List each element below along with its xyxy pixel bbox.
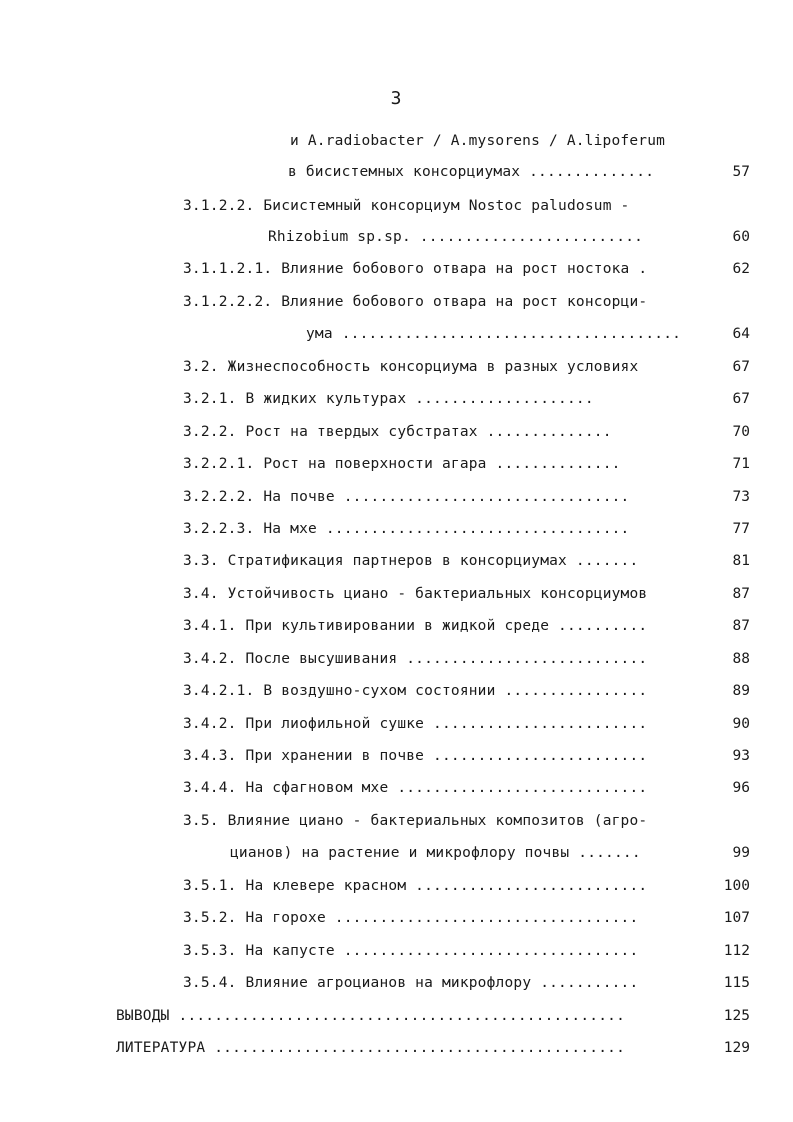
toc-entry (116, 1037, 683, 1059)
toc-entry (183, 518, 683, 540)
toc-entry (183, 388, 683, 410)
toc-entry-page: 64 (732, 326, 750, 342)
toc-entry-text: 3.5.4. Влияние агроцианов на микрофлору ........... (183, 975, 639, 991)
toc-entry-text: 3.2.1. В жидких культурах .................... (183, 391, 594, 407)
toc-entry-page: 70 (732, 424, 750, 440)
toc-entry (183, 777, 683, 799)
toc-entry (183, 550, 683, 572)
toc-entry-text: ВЫВОДЫ .................................................. (116, 1008, 625, 1024)
toc-entry-text: 3.1.1.2.1. Влияние бобового отвара на рост ностока . (183, 261, 648, 277)
toc-entry (183, 810, 688, 832)
toc-entry-text: 3.5.2. На горохе .................................. (183, 910, 639, 926)
toc-entry-text: 3.2.2.2. На почве ................................ (183, 489, 630, 505)
toc-entry-text: 3.4.1. При культивировании в жидкой среде .......... (183, 618, 648, 634)
toc-entry-text: 3.4.3. При хранении в почве ........................ (183, 748, 648, 764)
toc-entry (183, 648, 683, 670)
toc-entry-text: 3.3. Стратификация партнеров в консорциумах ....... (183, 553, 639, 569)
toc-entry-page: 88 (732, 651, 750, 667)
toc-entry (183, 421, 683, 443)
toc-entry (183, 258, 686, 280)
toc-entry-text: 3.4.2.1. В воздушно-сухом состоянии ................ (183, 683, 648, 699)
toc-entry (116, 1005, 683, 1027)
toc-entry-text: 3.1.2.2. Бисистемный консорциум Nostoc paludosum - (183, 198, 630, 214)
toc-entry (230, 842, 683, 864)
toc-entry (183, 907, 683, 929)
toc-entry (183, 291, 693, 313)
toc-entry-page: 77 (732, 521, 750, 537)
toc-entry-text: ЛИТЕРАТУРА .............................................. (116, 1040, 625, 1056)
toc-entry-page: 89 (732, 683, 750, 699)
toc-entry-page: 96 (732, 780, 750, 796)
toc-entry (183, 453, 683, 475)
toc-entry (183, 486, 683, 508)
toc-entry-text: 3.4.2. После высушивания ........................... (183, 651, 648, 667)
toc-entry (183, 615, 683, 637)
toc-entry-text: 3.4.2. При лиофильной сушке ........................ (183, 716, 648, 732)
toc-entry-text: 3.5.3. На капусте ................................. (183, 943, 639, 959)
toc-entry-page: 99 (732, 845, 750, 861)
toc-entry (306, 323, 683, 345)
toc-entry (183, 940, 683, 962)
toc-entry-text: и A.radiobacter / A.mysorens / A.lipoferum (290, 133, 666, 149)
toc-entry-page: 93 (732, 748, 750, 764)
toc-entry (288, 161, 683, 183)
toc-entry-text: Rhizobium sp.sp. ......................... (268, 229, 644, 245)
toc-entry (183, 972, 683, 994)
toc-entry-page: 67 (732, 359, 750, 375)
toc-entry-text: 3.5. Влияние циано - бактериальных композитов (агро- (183, 813, 648, 829)
toc-entry-page: 60 (732, 229, 750, 245)
toc-entry (183, 195, 698, 217)
toc-entry (183, 875, 683, 897)
toc-entry-page: 125 (723, 1008, 750, 1024)
toc-entry-page: 90 (732, 716, 750, 732)
toc-entry-page: 115 (723, 975, 750, 991)
toc-entry-text: 3.4. Устойчивость циано - бактериальных консорциумов (183, 586, 648, 602)
toc-entry-text: в бисистемных консорциумах .............. (288, 164, 655, 180)
toc-entry-page: 73 (732, 489, 750, 505)
toc-entry-page: 62 (732, 261, 750, 277)
toc-entry-page: 87 (732, 586, 750, 602)
toc-entry-text: 3.5.1. На клевере красном .......................... (183, 878, 648, 894)
toc-entry (183, 356, 683, 378)
page-number: 3 (390, 88, 403, 109)
toc-entry (290, 130, 695, 152)
toc-entry (183, 583, 683, 605)
toc-entry (183, 745, 683, 767)
toc-entry-text: 3.2.2. Рост на твердых субстратах .............. (183, 424, 612, 440)
toc-entry-text: 3.4.4. На сфагновом мхе ............................ (183, 780, 648, 796)
toc-entry-page: 67 (732, 391, 750, 407)
toc-entry-text: 3.1.2.2.2. Влияние бобового отвара на рост консорци- (183, 294, 648, 310)
toc-entry-page: 57 (732, 164, 750, 180)
toc-entry-page: 100 (723, 878, 750, 894)
toc-entry-page: 87 (732, 618, 750, 634)
toc-entry-page: 71 (732, 456, 750, 472)
toc-entry-text: 3.2.2.1. Рост на поверхности агара .............. (183, 456, 621, 472)
toc-entry-page: 129 (723, 1040, 750, 1056)
toc-entry-text: ума ...................................... (306, 326, 682, 342)
toc-entry (183, 713, 683, 735)
toc-entry-text: цианов) на растение и микрофлору почвы ....... (230, 845, 641, 861)
toc-entry (268, 226, 683, 248)
toc-entry-page: 107 (723, 910, 750, 926)
toc-entry-text: 3.2. Жизнеспособность консорциума в разных условиях (183, 359, 639, 375)
toc-entry-page: 112 (723, 943, 750, 959)
toc-entry (183, 680, 683, 702)
toc-entry-text: 3.2.2.3. На мхе .................................. (183, 521, 630, 537)
toc-entry-page: 81 (732, 553, 750, 569)
